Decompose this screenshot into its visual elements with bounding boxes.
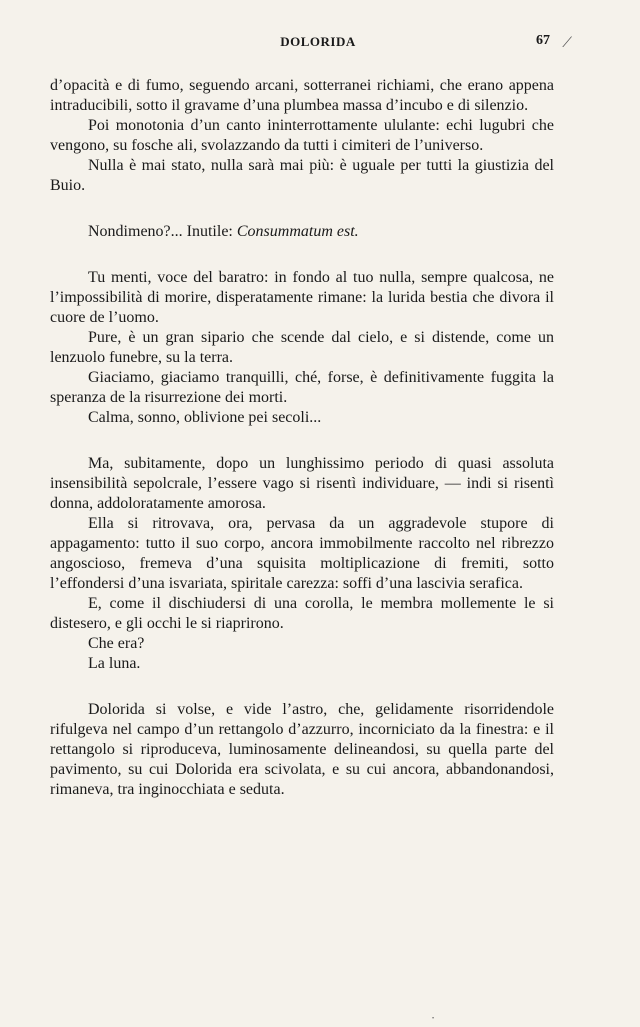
paragraph-13: La luna. (88, 655, 141, 672)
paragraph-12: Che era? (88, 635, 145, 652)
paragraph-10: Ella si ritrovava, ora, pervasa da un aggradevole stupore di appagamento: tutto il suo corpo, ancora immobilmente raccolto nel ribrezzo angoscioso, fremeva d’una squisita moltiplicazione di fremiti, sotto l’effondersi d’una isvariata, spiritale carezza: soffi d’una lascivia serafica. (50, 515, 554, 592)
paragraph-2: Poi monotonia d’un canto ininterrottamente ululante: echi lugubri che vengono, su fosche ali, svolazzando da tutti i cimiteri de l’universo. (50, 117, 554, 154)
paragraph-4-italic: Consummatum est. (236, 223, 359, 240)
paragraph-6: Pure, è un gran sipario che scende dal cielo, e si distende, come un lenzuolo funebre, su la terra. (50, 329, 554, 366)
body-text (50, 76, 554, 800)
paragraph-8: Calma, sonno, oblivione pei secoli... (88, 409, 322, 426)
paragraph-1: d’opacità e di fumo, seguendo arcani, sotterranei richiami, che erano appena intraducibili, sotto il gravame d’una plumbea massa d’incubo e di silenzio. (50, 77, 554, 114)
ink-speck: • (432, 1016, 435, 1022)
paragraph-11: E, come il dischiudersi di una corolla, le membra mollemente le si distesero, e gli occhi le si riaprirono. (50, 595, 554, 632)
page-number: 67 (536, 33, 550, 48)
paragraph-4 (50, 222, 554, 242)
paragraph-14: Dolorida si volse, e vide l’astro, che, gelidamente risorridendole rifulgeva nel campo d’un rettangolo d’azzurro, incorniciato da la finestra: e il rettangolo si riproduceva, luminosamente delineandosi, su quella parte del pavimento, su cui Dolorida era scivolata, e su cui ancora, abbandonandosi, rimaneva, tra inginocchiata e seduta. (50, 701, 554, 798)
running-title: DOLORIDA (280, 34, 356, 49)
page-header (50, 33, 572, 56)
paragraph-5: Tu menti, voce del baratro: in fondo al tuo nulla, sempre qualcosa, ne l’impossibilità di morire, disperatamente rimane: la lurida bestia che divora il cuore de l’uomo. (50, 269, 554, 326)
paragraph-9: Ma, subitamente, dopo un lunghissimo periodo di quasi assoluta insensibilità sepolcrale, l’essere vago si risentì individuare, — indi si risentì donna, addoloratamente amorosa. (50, 455, 554, 512)
paragraph-3: Nulla è mai stato, nulla sarà mai più: è uguale per tutti la giustizia del Buio. (50, 157, 554, 194)
paragraph-4-text: Nondimeno?... Inutile: (88, 223, 237, 240)
paragraph-7: Giaciamo, giaciamo tranquilli, ché, forse, è definitivamente fuggita la speranza de la risurrezione dei morti. (50, 369, 554, 406)
margin-mark-icon: ⟋ (562, 36, 572, 51)
